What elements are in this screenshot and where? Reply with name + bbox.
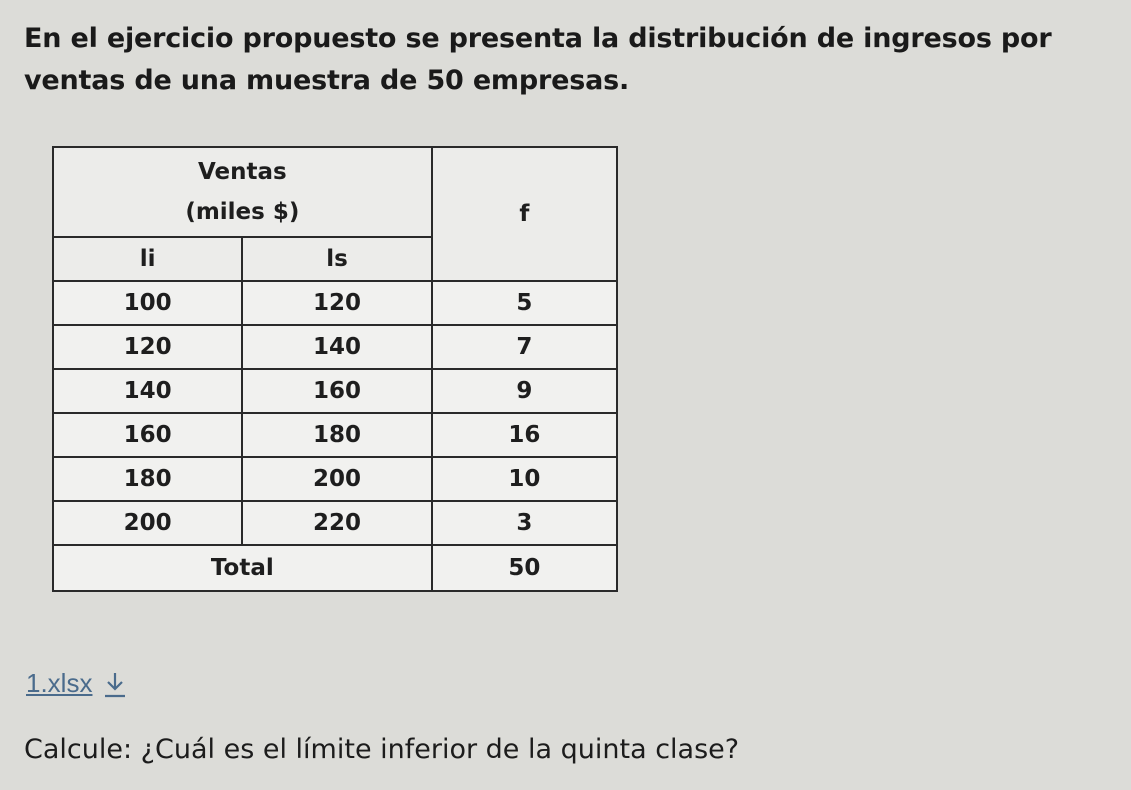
ls-cell: 140 bbox=[242, 325, 431, 369]
f-cell: 5 bbox=[432, 281, 617, 325]
attachment-link[interactable] bbox=[26, 668, 128, 699]
download-icon[interactable] bbox=[102, 669, 128, 699]
ls-header-cell: ls bbox=[242, 237, 431, 281]
f-cell: 16 bbox=[432, 413, 617, 457]
ls-cell: 180 bbox=[242, 413, 431, 457]
ls-cell: 160 bbox=[242, 369, 431, 413]
li-cell: 160 bbox=[53, 413, 242, 457]
total-value-cell: 50 bbox=[432, 545, 617, 591]
table-row bbox=[53, 369, 617, 413]
f-cell: 3 bbox=[432, 501, 617, 545]
li-cell: 120 bbox=[53, 325, 242, 369]
table-total-row bbox=[53, 545, 617, 591]
li-cell: 140 bbox=[53, 369, 242, 413]
attachment-file-name[interactable]: 1.xlsx bbox=[26, 668, 93, 698]
table-row bbox=[53, 281, 617, 325]
frequency-table bbox=[52, 146, 618, 592]
intro-text: En el ejercicio propuesto se presenta la distribución de ingresos por ventas de una muestra de 50 empresas. bbox=[24, 23, 1052, 96]
li-cell: 180 bbox=[53, 457, 242, 501]
table-row bbox=[53, 325, 617, 369]
ls-cell: 220 bbox=[242, 501, 431, 545]
table-row bbox=[53, 501, 617, 545]
li-cell: 100 bbox=[53, 281, 242, 325]
f-cell: 9 bbox=[432, 369, 617, 413]
f-cell: 10 bbox=[432, 457, 617, 501]
f-cell: 7 bbox=[432, 325, 617, 369]
total-label-cell: Total bbox=[53, 545, 432, 591]
ventas-header-cell bbox=[53, 147, 432, 237]
question-label: Calcule: bbox=[24, 734, 133, 765]
ventas-subtitle: (miles $) bbox=[185, 199, 300, 225]
li-cell: 200 bbox=[53, 501, 242, 545]
table-header-row bbox=[53, 147, 617, 237]
f-header-cell: f bbox=[432, 147, 617, 281]
question-body: ¿Cuál es el límite inferior de la quinta clase? bbox=[140, 734, 740, 765]
ls-cell: 200 bbox=[242, 457, 431, 501]
ventas-title: Ventas bbox=[197, 159, 287, 185]
ls-cell: 120 bbox=[242, 281, 431, 325]
li-header-cell: li bbox=[53, 237, 242, 281]
frequency-table-container bbox=[52, 146, 622, 600]
table-row bbox=[53, 457, 617, 501]
table-row bbox=[53, 413, 617, 457]
question-text bbox=[24, 734, 739, 765]
